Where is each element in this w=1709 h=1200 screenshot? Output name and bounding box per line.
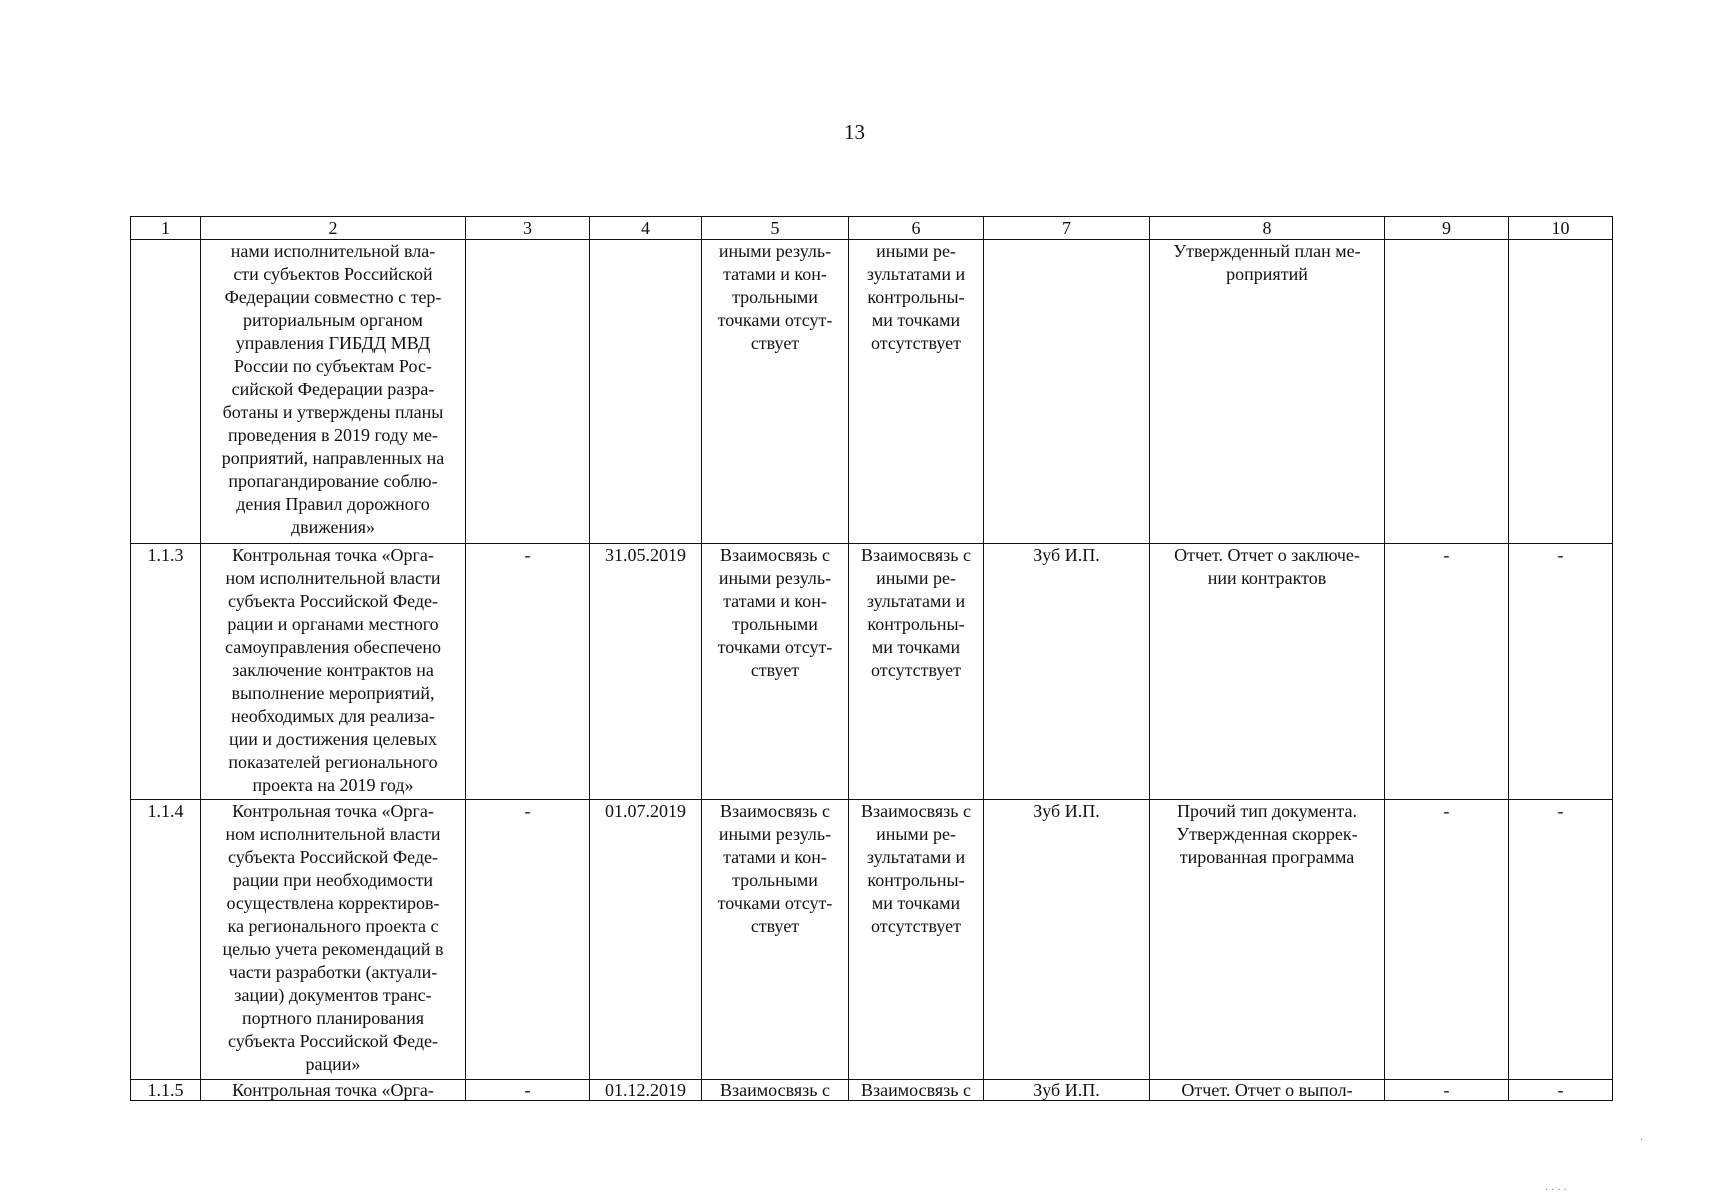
cell-end (590, 240, 702, 544)
scan-speck: ···· (1545, 1185, 1570, 1196)
cell-col10: - (1509, 800, 1613, 1080)
cell-document: Прочий тип документа. Утвержденная скоррек- тированная программа (1150, 800, 1385, 1080)
column-header: 3 (466, 217, 590, 240)
table-row (131, 544, 1613, 800)
cell-start: - (466, 1080, 590, 1101)
cell-level: - (1385, 1080, 1509, 1101)
cell-responsible: Зуб И.П. (984, 544, 1150, 800)
cell-id: 1.1.4 (131, 800, 201, 1080)
cell-description: нами исполнительной вла- сти субъектов Российской Федерации совместно с тер- риториальным органом управления ГИБДД МВД России по субъектам Рос- сийской Федерации разра- ботаны и утверждены планы проведения в 2019 году ме- роприятий, направленных на пропагандирование соблю- дения Правил дорожного движения» (201, 240, 466, 544)
table-row (131, 800, 1613, 1080)
cell-col10: - (1509, 1080, 1613, 1101)
schedule-table (130, 216, 1613, 1101)
scan-speck: · (1640, 1135, 1644, 1146)
column-header: 6 (849, 217, 984, 240)
cell-start: - (466, 544, 590, 800)
cell-id (131, 240, 201, 544)
cell-successors: Взаимосвязь с (849, 1080, 984, 1101)
cell-col10: - (1509, 544, 1613, 800)
cell-predecessors: Взаимосвязь с иными резуль- татами и кон- трольными точками отсут- ствует (702, 800, 849, 1080)
column-header: 1 (131, 217, 201, 240)
column-header: 7 (984, 217, 1150, 240)
cell-successors: Взаимосвязь с иными ре- зультатами и контрольны- ми точками отсутствует (849, 800, 984, 1080)
column-header: 4 (590, 217, 702, 240)
column-header: 2 (201, 217, 466, 240)
column-header: 5 (702, 217, 849, 240)
cell-responsible: Зуб И.П. (984, 1080, 1150, 1101)
table-row (131, 240, 1613, 544)
cell-level (1385, 240, 1509, 544)
cell-start: - (466, 800, 590, 1080)
cell-start (466, 240, 590, 544)
column-header: 8 (1150, 217, 1385, 240)
cell-responsible (984, 240, 1150, 544)
column-header: 10 (1509, 217, 1613, 240)
column-header: 9 (1385, 217, 1509, 240)
cell-predecessors: иными резуль- татами и кон- трольными точками отсут- ствует (702, 240, 849, 544)
cell-predecessors: Взаимосвязь с (702, 1080, 849, 1101)
cell-document: Отчет. Отчет о заключе- нии контрактов (1150, 544, 1385, 800)
header-row (131, 217, 1613, 240)
cell-predecessors: Взаимосвязь с иными резуль- татами и кон- трольными точками отсут- ствует (702, 544, 849, 800)
cell-id: 1.1.5 (131, 1080, 201, 1101)
cell-end: 31.05.2019 (590, 544, 702, 800)
cell-end: 01.07.2019 (590, 800, 702, 1080)
cell-document: Утвержденный план ме- роприятий (1150, 240, 1385, 544)
cell-document: Отчет. Отчет о выпол- (1150, 1080, 1385, 1101)
cell-successors: Взаимосвязь с иными ре- зультатами и контрольны- ми точками отсутствует (849, 544, 984, 800)
cell-level: - (1385, 800, 1509, 1080)
cell-col10 (1509, 240, 1613, 544)
cell-description: Контрольная точка «Орга- ном исполнительной власти субъекта Российской Феде- рации и органами местного самоуправления обеспечено заключение контрактов на выполнение мероприятий, необходимых для реализа- ции и достижения целевых показателей регионального проекта на 2019 год» (201, 544, 466, 800)
cell-id: 1.1.3 (131, 544, 201, 800)
cell-end: 01.12.2019 (590, 1080, 702, 1101)
cell-level: - (1385, 544, 1509, 800)
cell-responsible: Зуб И.П. (984, 800, 1150, 1080)
cell-description: Контрольная точка «Орга- ном исполнительной власти субъекта Российской Феде- рации при необходимости осуществлена корректиров- ка регионального проекта с целью учета рекомендаций в части разработки (актуали- зации) документов транс- портного планирования субъекта Российской Феде- рации» (201, 800, 466, 1080)
page-number: 13 (844, 120, 865, 144)
table-row (131, 1080, 1613, 1101)
cell-description: Контрольная точка «Орга- (201, 1080, 466, 1101)
cell-successors: иными ре- зультатами и контрольны- ми точками отсутствует (849, 240, 984, 544)
